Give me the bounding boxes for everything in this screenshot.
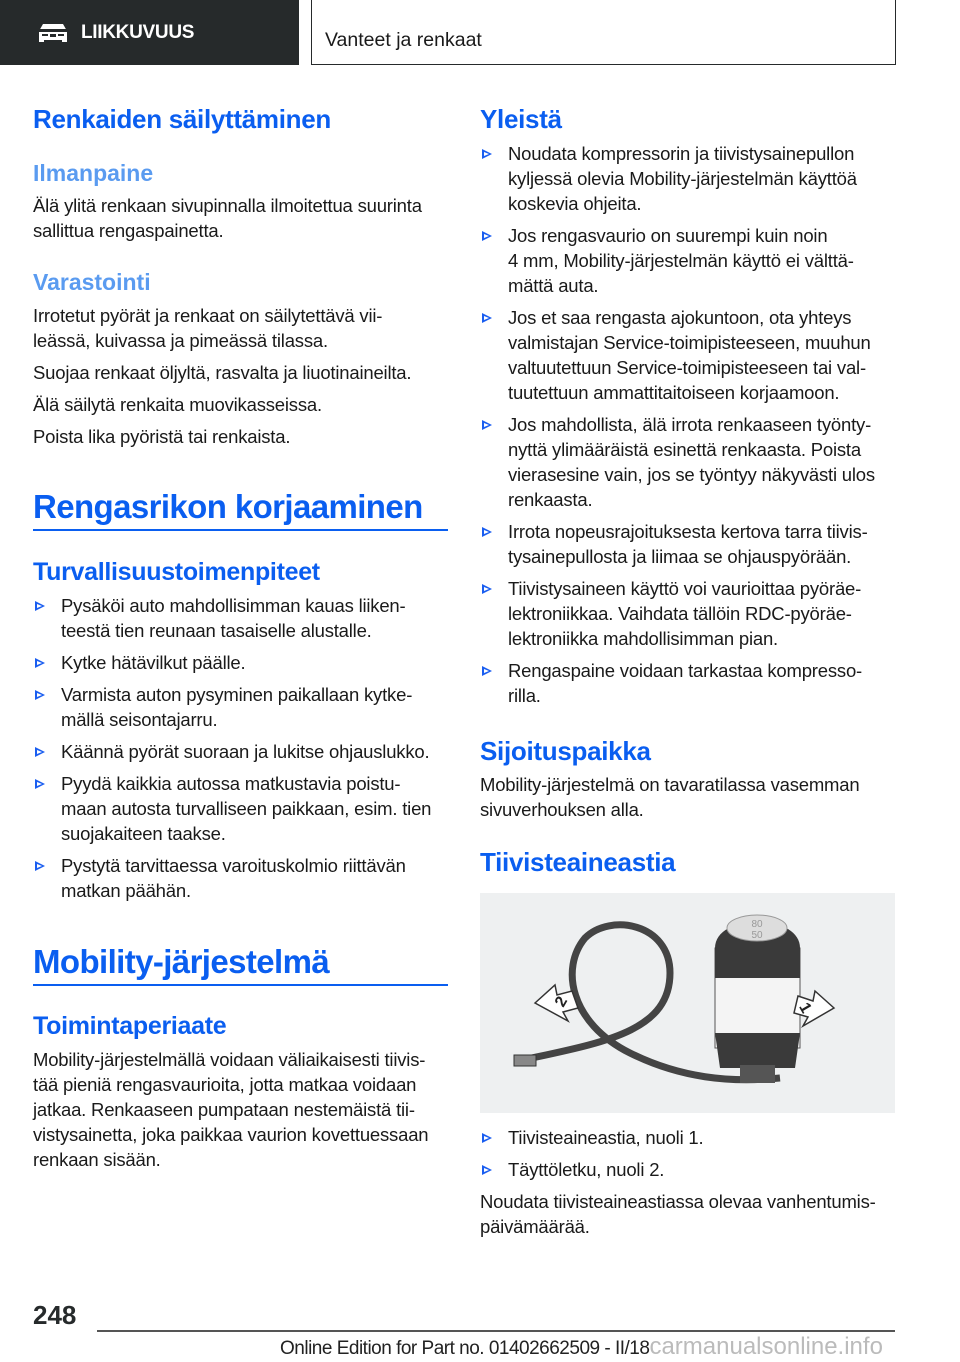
bullet-triangle-icon	[482, 149, 492, 159]
footer-edition: Online Edition for Part no. 01402662509 - II/18carmanualsonline.info	[280, 1333, 883, 1360]
paragraph: Irrotetut pyörät ja renkaat on säilytettävä vii- leässä, kuivassa ja pimeässä tilassa.	[33, 305, 383, 351]
bullet-triangle-icon	[35, 601, 45, 611]
paragraph: Poista lika pyöristä tai renkaista.	[33, 426, 291, 447]
general-list	[480, 141, 910, 715]
bullet-triangle-icon	[482, 1165, 492, 1175]
list-item: Noudata kompressorin ja tiivistysainepullon kyljessä olevia Mobility-järjestelmän käyttöä koskevia ohjeita.	[480, 141, 910, 216]
divider	[33, 984, 448, 986]
paragraph: Älä säilytä renkaita muovikasseissa.	[33, 394, 322, 415]
bullet-triangle-icon	[35, 658, 45, 668]
bullet-triangle-icon	[35, 747, 45, 757]
bullet-triangle-icon	[35, 861, 45, 871]
safety-list	[33, 593, 458, 910]
general-heading: Yleistä	[480, 104, 562, 134]
storage-heading: Renkaiden säilyttäminen	[33, 104, 331, 134]
list-item: Pystytä tarvittaessa varoituskolmio riittävän matkan päähän.	[33, 853, 458, 903]
pressure-heading: Ilmanpaine	[33, 160, 154, 186]
list-item: Kytke hätävilkut päälle.	[33, 650, 458, 675]
list-item: Jos rengasvaurio on suurempi kuin noin 4 mm, Mobility-järjestelmän käyttö ei välttä- mättä auta.	[480, 223, 910, 298]
bullet-triangle-icon	[482, 231, 492, 241]
list-item: Pysäköi auto mahdollisimman kauas liiken- teestä tien reunaan tasaiselle alustalle.	[33, 593, 458, 643]
cap-top-label: 80	[751, 919, 763, 930]
list-item: Täyttöletku, nuoli 2.	[480, 1157, 910, 1182]
arrow-1-label: 1	[795, 1000, 815, 1017]
list-item: Irrota nopeusrajoituksesta kertova tarra tiivis- tysainepullosta ja liimaa se ohjauspyörään.	[480, 519, 910, 569]
list-item: Pyydä kaikkia autossa matkustavia poistu- maan autosta turvalliseen paikkaan, esim. tien suojakaiteen taakse.	[33, 771, 458, 846]
list-item: Varmista auton pysyminen paikallaan kytke- mällä seisontajarru.	[33, 682, 458, 732]
list-item: Käännä pyörät suoraan ja lukitse ohjauslukko.	[33, 739, 458, 764]
list-item: Rengaspaine voidaan tarkastaa kompresso- rilla.	[480, 658, 910, 708]
location-text: Mobility-järjestelmä on tavaratilassa vasemman sivuverhouksen alla.	[480, 774, 860, 820]
arrow-2-label: 2	[551, 993, 572, 1010]
paragraph: Suojaa renkaat öljyltä, rasvalta ja liuotinaineilta.	[33, 362, 412, 383]
bullet-triangle-icon	[35, 690, 45, 700]
car-icon	[37, 22, 69, 44]
watermark: carmanualsonline.info	[649, 1333, 883, 1360]
principle-text: Mobility-järjestelmällä voidaan väliaikaisesti tiivis- tää pieniä rengasvaurioita, jotta matkaa voidaan jatkaa. Renkaaseen pumpataan nestemäistä tii- vistysainetta, joka paikkaa vaurion kovettuessaan renkaan sisään.	[33, 1049, 429, 1170]
bullet-triangle-icon	[482, 527, 492, 537]
list-item: Tiivistysaineen käyttö voi vaurioittaa pyöräe- lektroniikkaa. Vaihdata tällöin RDC-pyöräe- lektroniikka mahdollisimman pian.	[480, 576, 910, 651]
bullet-triangle-icon	[35, 779, 45, 789]
container-text: Noudata tiivisteaineastiassa olevaa vanhentumis- päivämäärää.	[480, 1191, 876, 1237]
location-heading: Sijoituspaikka	[480, 736, 651, 766]
mobility-heading: Mobility-järjestelmä	[33, 943, 330, 980]
cap-bottom-label: 50	[751, 930, 763, 941]
page-number: 248	[33, 1300, 77, 1330]
storage-paragraphs	[33, 303, 453, 456]
chapter-title: Vanteet ja renkaat	[311, 0, 896, 65]
container-list	[480, 1125, 910, 1189]
pressure-text: Älä ylitä renkaan sivupinnalla ilmoitettua suurinta sallittua rengaspainetta.	[33, 195, 422, 241]
list-item: Jos mahdollista, älä irrota renkaaseen työnty- nyttä ylimääräistä esinettä renkaasta. Poista vierasesine vain, jos se työntyy näkyvästi ulos renkaasta.	[480, 412, 910, 512]
list-item: Jos et saa rengasta ajokuntoon, ota yhteys valmistajan Service-toimipisteeseen, muuhun valtuutettuun Service-toimipisteeseen tai val- tuutettuun ammattitaitoiseen korjaamoon.	[480, 305, 910, 405]
footer-divider	[97, 1330, 895, 1332]
bullet-triangle-icon	[482, 666, 492, 676]
section-header	[0, 0, 299, 65]
container-heading: Tiivisteaineastia	[480, 847, 676, 877]
divider	[33, 529, 448, 531]
safety-heading: Turvallisuustoimenpiteet	[33, 558, 320, 586]
bullet-triangle-icon	[482, 420, 492, 430]
principle-heading: Toimintaperiaate	[33, 1012, 227, 1040]
bullet-triangle-icon	[482, 584, 492, 594]
section-label: LIIKKUVUUS	[81, 21, 195, 43]
bullet-triangle-icon	[482, 313, 492, 323]
repair-heading: Rengasrikon korjaaminen	[33, 488, 423, 525]
sealant-container-illustration	[480, 893, 895, 1113]
storage-subheading: Varastointi	[33, 269, 151, 295]
bullet-triangle-icon	[482, 1133, 492, 1143]
list-item: Tiivisteaineastia, nuoli 1.	[480, 1125, 910, 1150]
